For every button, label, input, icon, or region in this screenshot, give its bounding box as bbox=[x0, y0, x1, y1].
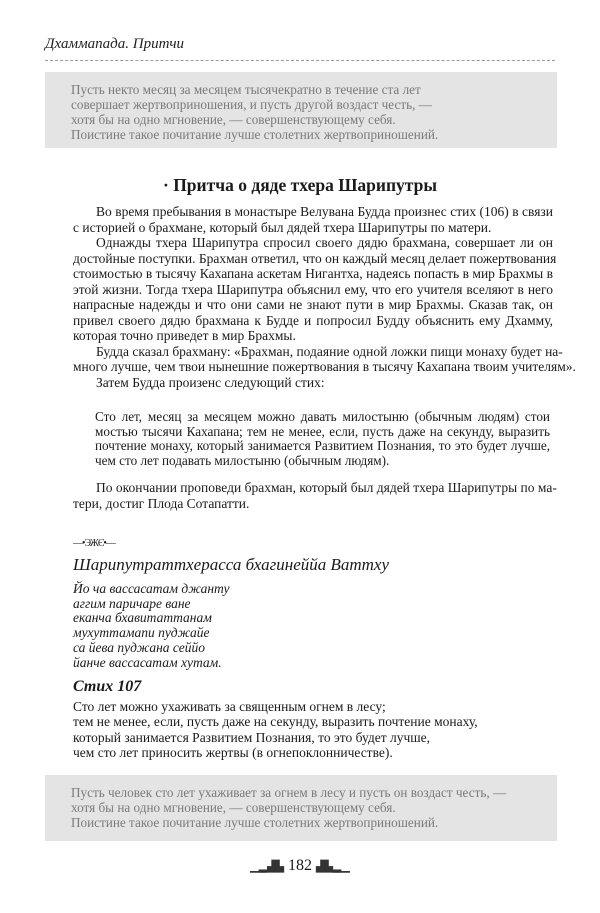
text-line: много лучше, чем твои нынешние пожертвования в тысячу Кахапана твоим учителям». bbox=[73, 359, 576, 374]
text-line: стоимостью в тысячу Кахапана аскетам Нигантха, надеясь попасть в мир Брахмы в bbox=[73, 266, 553, 281]
pali-line: Йо ча вассасатам джанту bbox=[73, 581, 230, 596]
page-number: 182 bbox=[288, 857, 312, 874]
pali-verse bbox=[73, 582, 229, 670]
pali-title: Шарипутраттхерасса бхагинеййа Ваттху bbox=[73, 555, 390, 574]
quote-line: Поистине такое почитание лучше столетних жертвоприношений. bbox=[71, 815, 439, 830]
quote-line: Пусть некто месяц за месяцем тысячекратно в течение ста лет bbox=[71, 82, 421, 97]
pali-line: аггим паричаре ване bbox=[73, 595, 191, 611]
verse-line: который занимается Развитием Познания, то это будет лучше, bbox=[73, 729, 431, 745]
section-ornament: —•ЭЖЄ•— bbox=[73, 538, 115, 549]
closing-paragraph bbox=[73, 480, 557, 511]
text-line: достойные поступки. Брахман ответил, что он каждый месяц делает пожертвования bbox=[73, 250, 557, 266]
quote-line: хотя бы на одно мгновение, — совершенствующему себя. bbox=[71, 112, 396, 127]
text-line: которая точно приведет в мир Брахмы. bbox=[73, 328, 296, 343]
section-title: · Притча о дяде тхера Шарипутры bbox=[162, 175, 438, 195]
verse-106 bbox=[95, 410, 550, 468]
quote-line: совершает жертвоприношения, и пусть другой воздаст честь, — bbox=[71, 97, 432, 112]
page-footer bbox=[0, 856, 600, 877]
text-line: тери, достиг Плода Сотапатти. bbox=[73, 495, 250, 511]
text-line: этой жизни. Тогда тхера Шарипутра объяснил ему, что его учителя вселяют в него bbox=[73, 281, 553, 297]
verse-107 bbox=[73, 699, 478, 760]
text-line: По окончании проповеди брахман, который был дядей тхера Шарипутры по ма- bbox=[96, 480, 557, 495]
verse-line: чем сто лет подавать милостыню (обычным людям). bbox=[95, 452, 390, 468]
quote-line: хотя бы на одно мгновение, — совершенствующему себя. bbox=[71, 800, 396, 815]
epigraph-quote-bottom bbox=[45, 775, 557, 841]
text-line: Однажды тхера Шарипутра спросил своего дядю брахмана, совершает ли он bbox=[96, 235, 553, 250]
verse-line: Сто лет, месяц за месяцем можно давать милостыню (обычным людям) стои bbox=[95, 409, 550, 424]
verse-107-title: Стих 107 bbox=[73, 678, 142, 695]
text-line: Затем Будда произенс следующий стих: bbox=[96, 374, 325, 390]
verse-line: Сто лет можно ухаживать за священным огнем в лесу; bbox=[73, 699, 386, 714]
epigraph-quote-top bbox=[45, 72, 557, 148]
pali-line: йанче вассасатам хутам. bbox=[73, 654, 222, 670]
text-line: привел своего дядю брахмана к Будде и попросил Будду объяснить ему Дхамму, bbox=[73, 312, 553, 328]
pali-line: мухуттамапи пуджайе bbox=[73, 625, 210, 641]
verse-line: тем не менее, если, пусть даже на секунду, выразить почтение монаху, bbox=[73, 714, 478, 730]
quote-line: Пусть человек сто лет ухаживает за огнем в лесу и пусть он воздаст честь, — bbox=[71, 785, 507, 800]
text-line: Во время пребывания в монастыре Велувана Будда произнес стих (106) в связи bbox=[96, 204, 553, 219]
text-line: с историей о брахмане, который был дядей тхера Шарипутры по матери. bbox=[73, 219, 492, 235]
pali-line: еканча бхавитаттанам bbox=[73, 610, 212, 626]
verse-line: почтение монаху, который занимается Развитием Познания, то это будет лучше, bbox=[95, 438, 550, 453]
text-line: Будда сказал брахману: «Брахман, подаяние одной ложки пищи монаху будет на- bbox=[96, 343, 563, 359]
pali-line: са йева пуджана сеййо bbox=[73, 639, 205, 655]
verse-line: чем сто лет приносить жертвы (в огнепоклонничестве). bbox=[73, 744, 393, 760]
header-rule bbox=[45, 60, 555, 61]
quote-line: Поистине такое почитание лучше столетних жертвоприношений. bbox=[71, 127, 439, 142]
ornament-right-icon: ▟▙▂▁ bbox=[316, 861, 350, 873]
text-line: напрасные надежды и что они сами не знают пути в мир Брахмы. Сказав так, он bbox=[73, 297, 553, 312]
ornament-left-icon: ▁▂▟▙ bbox=[250, 861, 284, 873]
verse-line: мостью тысячи Кахапана; тем не менее, если, пусть даже на секунду, выразить bbox=[95, 423, 550, 439]
running-header: Дхаммапада. Притчи bbox=[45, 36, 185, 52]
story-body bbox=[73, 204, 576, 390]
